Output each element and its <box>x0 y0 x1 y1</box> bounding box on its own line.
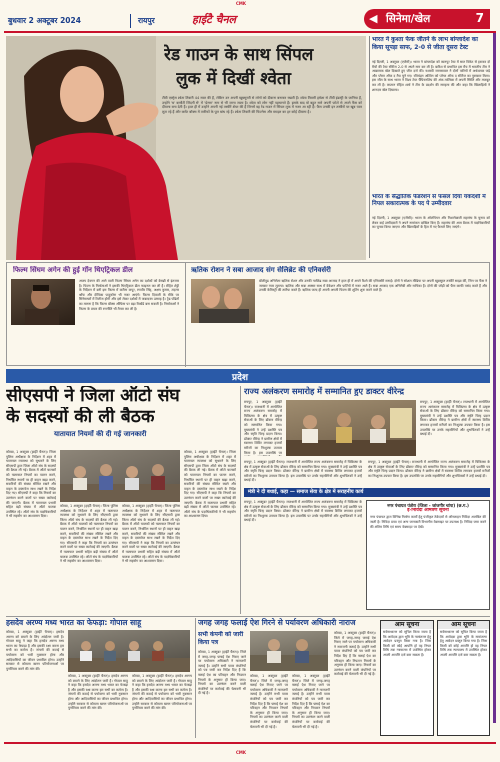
section-band <box>6 369 490 383</box>
main-body-col1: कोरबा, 1 अक्टूबर (हाईटै चैनल)। जिला पुलिस अधीक्षक के निर्देशन में शहर में यातायात व्यवस्था को सुधारने के लिए सीएसपी द्वारा जिला ऑटो संघ के सदस्यों की बैठक ली गई। बैठक में ऑटो चालकों को यातायात नियमों का पालन करने, निर्धारित स्थानों पर ही वाहन खड़ा करने, सवारियों की संख्या सीमित रखने और वाहन के दस्तावेज साथ रखने के निर्देश दिए गए। सीएसपी ने कहा कि नियमों का उल्लंघन करने वालों पर सख्त कार्रवाई की जाएगी। बैठक में यातायात प्रभारी सहित बड़ी संख्या में ऑटो चालक उपस्थित रहे। ऑटो संघ के पदाधिकारियों ने भी सहयोग का आश्वासन दिया। <box>6 450 56 519</box>
side-story <box>244 386 490 614</box>
print-registration-mark-top: CMK <box>236 1 247 6</box>
hrithik-body: बॉलीवुड अभिनेता ऋतिक रोशन और उनकी गर्लफ्रेंड सबा आजाद ने हाल ही में अपने रिश्ते की एनिवर्सरी मनाई। दोनों ने सोशल मीडिया पर अपनी खूबसूरत तस्वीरें साझा कीं, जिन पर फैंस ने जमकर प्यार लुटाया। ऋतिक और सबा अक्सर साथ में वेकेशन और पार्टियों में नजर आते हैं। सबा आजाद एक अभिनेत्री और गायिका हैं। दोनों की जोड़ी को फैंस काफी पसंद करते हैं और उनकी केमिस्ट्री की तारीफ करते हैं। ऋतिक जल्द ही अपनी अगली फिल्म की शूटिंग शुरू करने वाले हैं। <box>259 279 487 293</box>
middle-row <box>6 262 490 366</box>
public-notice-2 <box>437 620 490 736</box>
tender-title: नगर पंचायत पंतोरा (जिला - जांजगीर चांपा) (छ.ग.) <box>387 503 469 508</box>
right-second-headline: भारत के सैद्धांतिक फेडरेशन से फसल दिया यकदर्शी में निपल सकारात्मक के पद पे उम्मीदवार <box>372 194 486 208</box>
bottom-story1-col1: कोरबा, 1 अक्टूबर (हाईटै चैनल)। हसदेव अरण्य को बचाने के लिए आंदोलन जारी है। गोपाल साहू ने कहा कि हसदेव अरण्य मध्य भारत का फेफड़ा है और इसकी रक्षा करना हम सभी का कर्तव्य है। जंगलों की कटाई से पर्यावरण को भारी नुकसान होगा और आदिवासियों का जीवन प्रभावित होगा। उन्होंने सरकार से कोयला खनन परियोजनाओं पर पुनर्विचार करने की मांग की। <box>6 630 64 671</box>
hrithik-headline: ऋतिक रोशन ने सबा आजाद संग सेलिब्रेट की एनिवर्सरी <box>191 266 331 274</box>
bottom-story1-headline: हसदेव अरण्य मध्य भारत का फेफड़ा: गोपाल साहू <box>6 618 142 627</box>
section-band-label: प्रदेश <box>232 373 249 383</box>
side-body-col1: रायपुर, 1 अक्टूबर (हाईटै चैनल)। राजधानी में आयोजित राज्य अलंकरण समारोह में चिकित्सा के क्षेत्र में उत्कृष्ट सेवाओं के लिए डॉक्टर वीरेन्द्र को सम्मानित किया गया। मुख्यमंत्री ने उन्हें प्रशस्ति पत्र और स्मृति चिन्ह प्रदान किया। डॉक्टर वीरेन्द्र ने ग्रामीण क्षेत्रों में स्वास्थ्य शिविर लगाकर हजारों मरीजों का निःशुल्क उपचार किया है। इस उपलब्धि पर <box>244 400 282 455</box>
side-photo <box>286 400 416 456</box>
lead-body: टीवी एक्ट्रेस श्वेता तिवारी 44 साल की हैं, लेकिन उन अपनी खूबसूरती से लोगों को दीवाना बनाकर रखती हैं। श्वेता तिवारी हमेशा से टीवी इंडस्ट्री के जानिया हैं, उन्होंने 'ब' कसौटी जिंदगी से' में 'प्रेरणा' नाम से भी जाना जाता है। श्वेता को लोग नहीं पहचानते हैं। इसके बाद वो बहुत सारे अपनी फोटो से अपने फैंस को दीवाना बना देती हैं। हाल ही में उन्होंने अपनी नई तस्वीरें शेयर की हैं जिनमें वह रेड गाउन में सिंपल लुक में नजर आ रही हैं। फैंस उनकी इन तस्वीरों पर खूब प्यार लुटा रहे हैं और कमेंट बॉक्स में तारीफों के पुल बांध रहे हैं। श्वेता तिवारी की फिटनेस और स्टाइल का हर कोई दीवाना है। <box>162 96 362 115</box>
notice2-title: आम सूचना <box>438 621 489 629</box>
bottom-story2-headline: जगह जगह फलाई ऐश गिरने से पर्यावरण अधिकारी नाराज <box>198 618 356 627</box>
bottom-story2-subhead: सभी कंपनी को जारी किया पत्र <box>198 631 244 646</box>
lead-headline-line1: रेड गाउन के साथ सिंपल <box>164 45 314 65</box>
bottom-story1-col3: कोरबा, 1 अक्टूबर (हाईटै चैनल)। हसदेव अरण्य को बचाने के लिए आंदोलन जारी है। गोपाल साहू ने कहा कि हसदेव अरण्य मध्य भारत का फेफड़ा है और इसकी रक्षा करना हम सभी का कर्तव्य है। जंगलों की कटाई से पर्यावरण को भारी नुकसान होगा और आदिवासियों का जीवन प्रभावित होगा। उन्होंने सरकार से कोयला खनन परियोजनाओं पर पुनर्विचार करने की मांग की। <box>132 674 192 711</box>
masthead <box>4 7 496 33</box>
side-body-col2: रायपुर, 1 अक्टूबर (हाईटै चैनल)। राजधानी में आयोजित राज्य अलंकरण समारोह में चिकित्सा के क्षेत्र में उत्कृष्ट सेवाओं के लिए डॉक्टर वीरेन्द्र को सम्मानित किया गया। मुख्यमंत्री ने उन्हें प्रशस्ति पत्र और स्मृति चिन्ह प्रदान किया। डॉक्टर वीरेन्द्र ने ग्रामीण क्षेत्रों में स्वास्थ्य शिविर लगाकर हजारों मरीजों का निःशुल्क उपचार किया है। इस उपलब्धि पर उनके सहयोगियों और शुभचिंतकों ने उन्हें बधाई दी। <box>420 400 490 437</box>
masthead-city: रायपुर <box>138 16 155 25</box>
lead-headline-line2: लुक में दिखीं श्वेता <box>176 69 292 89</box>
singham-headline: फिल्म सिंघम अगेन की हुई गॉन थिएट्रिकल डील <box>13 266 133 274</box>
tender-subtitle: ई-निविदा आमंत्रण सूचना <box>407 508 449 514</box>
side-headline: राज्य अलंकरण समारोह में सम्मानित हुए डाक्टर वीरेन्द्र <box>244 386 405 396</box>
right-column <box>372 36 490 258</box>
side-banner-text: मंत्री ने दी बधाई, कहा — समाज सेवा के क्षेत्र में सराहनीय कार्य <box>248 489 364 495</box>
bottom-story2-col1: कोरबा, 1 अक्टूबर (हाईटै चैनल)। जिले में जगह-जगह फ्लाई ऐश गिराए जाने पर पर्यावरण अधिकारी ने नाराजगी जताई है। उन्होंने सभी पावर कंपनियों को पत्र जारी कर निर्देश दिए हैं कि फ्लाई ऐश का परिवहन और निपटान नियमों के अनुसार ही किया जाए। नियमों का उल्लंघन करने वाली कंपनियों पर कार्रवाई की चेतावनी भी दी गई है। <box>198 650 246 696</box>
masthead-divider <box>130 14 131 28</box>
main-body-col3: कोरबा, 1 अक्टूबर (हाईटै चैनल)। जिला पुलिस अधीक्षक के निर्देशन में शहर में यातायात व्यवस्था को सुधारने के लिए सीएसपी द्वारा जिला ऑटो संघ के सदस्यों की बैठक ली गई। बैठक में ऑटो चालकों को यातायात नियमों का पालन करने, निर्धारित स्थानों पर ही वाहन खड़ा करने, सवारियों की संख्या सीमित रखने और वाहन के दस्तावेज साथ रखने के निर्देश दिए गए। सीएसपी ने कहा कि नियमों का उल्लंघन करने वालों पर सख्त कार्रवाई की जाएगी। बैठक में यातायात प्रभारी सहित बड़ी संख्या में ऑटो चालक उपस्थित रहे। ऑटो संघ के पदाधिकारियों ने भी सहयोग का आश्वासन दिया। <box>122 504 180 564</box>
public-notice-1 <box>380 620 434 736</box>
masthead-brand: हाईटै चैनल <box>192 13 237 26</box>
tender-notice <box>366 500 490 610</box>
bottom-story2-col2: कोरबा, 1 अक्टूबर (हाईटै चैनल)। जिले में जगह-जगह फ्लाई ऐश गिराए जाने पर पर्यावरण अधिकारी ने नाराजगी जताई है। उन्होंने सभी पावर कंपनियों को पत्र जारी कर निर्देश दिए हैं कि फ्लाई ऐश का परिवहन और निपटान नियमों के अनुसार ही किया जाए। नियमों का उल्लंघन करने वाली कंपनियों पर कार्रवाई की चेतावनी भी दी गई है। <box>250 674 288 729</box>
main-subhead: यातायात नियमों की दी गई जानकारी <box>54 430 147 438</box>
side-banner <box>244 488 490 497</box>
print-registration-mark-bottom: CMK <box>236 750 247 755</box>
notice2-body: सर्वसाधारण को सूचित किया जाता है कि आवेदक द्वारा भूमि के नामांतरण हेतु आवेदन प्रस्तुत किया गया है। जिस किसी को कोई आपत्ति हो वह नियत तिथि तक न्यायालय में उपस्थित होकर अपनी आपत्ति दर्ज करा सकता है। <box>440 630 487 657</box>
bottom-story-2 <box>198 618 376 738</box>
side-body-col5: रायपुर, 1 अक्टूबर (हाईटै चैनल)। राजधानी में आयोजित राज्य अलंकरण समारोह में चिकित्सा के क्षेत्र में उत्कृष्ट सेवाओं के लिए डॉक्टर वीरेन्द्र को सम्मानित किया गया। मुख्यमंत्री ने उन्हें प्रशस्ति पत्र और स्मृति चिन्ह प्रदान किया। डॉक्टर वीरेन्द्र ने ग्रामीण क्षेत्रों में स्वास्थ्य शिविर लगाकर हजारों मरीजों का निःशुल्क उपचार किया है। इस उपलब्धि पर उनके सहयोगियों और शुभचिंतकों ने उन्हें बधाई दी। <box>244 500 362 523</box>
section-arrow-icon: ◀ <box>369 12 378 25</box>
bottom-story1-photo <box>68 630 190 672</box>
bottom-story2-col3: कोरबा, 1 अक्टूबर (हाईटै चैनल)। जिले में जगह-जगह फ्लाई ऐश गिराए जाने पर पर्यावरण अधिकारी ने नाराजगी जताई है। उन्होंने सभी पावर कंपनियों को पत्र जारी कर निर्देश दिए हैं कि फ्लाई ऐश का परिवहन और निपटान नियमों के अनुसार ही किया जाए। नियमों का उल्लंघन करने वाली कंपनियों पर कार्रवाई की चेतावनी भी दी गई है। <box>292 674 330 729</box>
bottom-story2-col4: कोरबा, 1 अक्टूबर (हाईटै चैनल)। जिले में जगह-जगह फ्लाई ऐश गिराए जाने पर पर्यावरण अधिकारी ने नाराजगी जताई है। उन्होंने सभी पावर कंपनियों को पत्र जारी कर निर्देश दिए हैं कि फ्लाई ऐश का परिवहन और निपटान नियमों के अनुसार ही किया जाए। नियमों का उल्लंघन करने वाली कंपनियों पर कार्रवाई की चेतावनी भी दी गई है। <box>334 631 376 677</box>
main-body-col4: कोरबा, 1 अक्टूबर (हाईटै चैनल)। जिला पुलिस अधीक्षक के निर्देशन में शहर में यातायात व्यवस्था को सुधारने के लिए सीएसपी द्वारा जिला ऑटो संघ के सदस्यों की बैठक ली गई। बैठक में ऑटो चालकों को यातायात नियमों का पालन करने, निर्धारित स्थानों पर ही वाहन खड़ा करने, सवारियों की संख्या सीमित रखने और वाहन के दस्तावेज साथ रखने के निर्देश दिए गए। सीएसपी ने कहा कि नियमों का उल्लंघन करने वालों पर सख्त कार्रवाई की जाएगी। बैठक में यातायात प्रभारी सहित बड़ी संख्या में ऑटो चालक उपस्थित रहे। ऑटो संघ के पदाधिकारियों ने भी सहयोग का आश्वासन दिया। <box>184 450 236 519</box>
masthead-date: बुधवार 2 अक्टूबर 2024 <box>8 16 81 25</box>
right-top-body: नई दिल्ली, 1 अक्टूबर (एजेंसी)। भारत ने बांग्लादेश को कानपुर टेस्ट में सात विकेट से हराकर दो मैचों की टेस्ट सीरीज 2-0 से अपने नाम कर ली है। बारिश से प्रभावित इस मैच में भारतीय टीम ने आक्रामक खेल दिखाते हुए जीत दर्ज की। यशस्वी जायसवाल ने दोनों पारियों में अर्धशतक जड़े और प्लेयर ऑफ द मैच चुने गए। रविचंद्रन अश्विन को प्लेयर ऑफ द सीरीज का पुरस्कार मिला। इस जीत के साथ भारत ने विश्व टेस्ट चैंपियनशिप की अंक तालिका में अपनी स्थिति और मजबूत कर ली है। कप्तान रोहित शर्मा ने टीम के प्रदर्शन की सराहना की और कहा कि खिलाड़ियों ने शानदार खेल दिखाया। <box>372 60 490 92</box>
main-headline-line2: के सदस्यों की ली बैठक <box>6 407 155 427</box>
right-second-body: नई दिल्ली, 1 अक्टूबर (एजेंसी)। भारत के ओलंपियन और निशानेबाजी महासंघ के चुनाव को लेकर कई उम्मीदवारों ने अपने नामांकन दाखिल किए हैं। महासंघ की आम बैठक में पदाधिकारियों का चुनाव किया जाएगा और खिलाड़ियों के हित में नए फैसले लिए जाएंगे। <box>372 216 490 230</box>
section-label: सिनेमा/खेल <box>386 13 431 25</box>
bottom-story-1 <box>6 618 192 738</box>
main-story <box>6 386 236 614</box>
section-tab <box>364 9 490 29</box>
hrithik-photo <box>191 279 255 323</box>
notice1-body: सर्वसाधारण को सूचित किया जाता है कि आवेदक द्वारा भूमि के नामांतरण हेतु आवेदन प्रस्तुत किया गया है। जिस किसी को कोई आपत्ति हो वह नियत तिथि तक न्यायालय में उपस्थित होकर अपनी आपत्ति दर्ज करा सकता है। <box>383 630 431 657</box>
side-body-col4: रायपुर, 1 अक्टूबर (हाईटै चैनल)। राजधानी में आयोजित राज्य अलंकरण समारोह में चिकित्सा के क्षेत्र में उत्कृष्ट सेवाओं के लिए डॉक्टर वीरेन्द्र को सम्मानित किया गया। मुख्यमंत्री ने उन्हें प्रशस्ति पत्र और स्मृति चिन्ह प्रदान किया। डॉक्टर वीरेन्द्र ने ग्रामीण क्षेत्रों में स्वास्थ्य शिविर लगाकर हजारों मरीजों का निःशुल्क उपचार किया है। इस उपलब्धि पर उनके सहयोगियों और शुभचिंतकों ने उन्हें बधाई दी। <box>368 460 490 478</box>
side-body-col3: रायपुर, 1 अक्टूबर (हाईटै चैनल)। राजधानी में आयोजित राज्य अलंकरण समारोह में चिकित्सा के क्षेत्र में उत्कृष्ट सेवाओं के लिए डॉक्टर वीरेन्द्र को सम्मानित किया गया। मुख्यमंत्री ने उन्हें प्रशस्ति पत्र और स्मृति चिन्ह प्रदान किया। डॉक्टर वीरेन्द्र ने ग्रामीण क्षेत्रों में स्वास्थ्य शिविर लगाकर हजारों मरीजों का निःशुल्क उपचार किया है। इस उपलब्धि पर उनके सहयोगियों और शुभचिंतकों ने उन्हें बधाई दी। <box>244 460 362 483</box>
bottom-story1-col2: कोरबा, 1 अक्टूबर (हाईटै चैनल)। हसदेव अरण्य को बचाने के लिए आंदोलन जारी है। गोपाल साहू ने कहा कि हसदेव अरण्य मध्य भारत का फेफड़ा है और इसकी रक्षा करना हम सभी का कर्तव्य है। जंगलों की कटाई से पर्यावरण को भारी नुकसान होगा और आदिवासियों का जीवन प्रभावित होगा। उन्होंने सरकार से कोयला खनन परियोजनाओं पर पुनर्विचार करने की मांग की। <box>68 674 128 711</box>
singham-body: अजय देवगन की आने वाली फिल्म सिंघम अगेन का दर्शकों को बेसब्री से इंतजार है। फिल्म के निर्माताओं ने इसकी थिएट्रिकल डील फाइनल कर ली है। रोहित शेट्टी के निर्देशन में बनी इस फिल्म में करीना कपूर, रणवीर सिंह, अक्षय कुमार, टाइगर श्रॉफ और दीपिका पादुकोण भी नजर आएंगे। फिल्म दिवाली के मौके पर सिनेमाघरों में रिलीज होगी और इसे लेकर दर्शकों में जबरदस्त उत्साह है। ट्रेड पंडितों का मानना है कि फिल्म बॉक्स ऑफिस पर बड़ा रिकॉर्ड बना सकती है। निर्माताओं ने फिल्म के प्रचार की रणनीति भी तैयार कर ली है। <box>79 279 179 311</box>
page-number: 7 <box>475 11 484 25</box>
bottom-story2-photo <box>250 631 328 671</box>
right-top-headline: भारत ने कुश्ता फेक जीतने के लाभ बांग्लादेश का किया सूपड़ा साफ, 2-0 से जीता दूसरा टेस्ट <box>372 36 478 51</box>
main-photo <box>60 450 180 502</box>
singham-photo <box>11 279 75 325</box>
main-headline-line1: सीएसपी ने जिला ऑटो संघ <box>6 386 180 406</box>
notice1-title: आम सूचना <box>381 621 433 629</box>
page-frame-right <box>493 33 496 723</box>
main-body-col2: कोरबा, 1 अक्टूबर (हाईटै चैनल)। जिला पुलिस अधीक्षक के निर्देशन में शहर में यातायात व्यवस्था को सुधारने के लिए सीएसपी द्वारा जिला ऑटो संघ के सदस्यों की बैठक ली गई। बैठक में ऑटो चालकों को यातायात नियमों का पालन करने, निर्धारित स्थानों पर ही वाहन खड़ा करने, सवारियों की संख्या सीमित रखने और वाहन के दस्तावेज साथ रखने के निर्देश दिए गए। सीएसपी ने कहा कि नियमों का उल्लंघन करने वालों पर सख्त कार्रवाई की जाएगी। बैठक में यातायात प्रभारी सहित बड़ी संख्या में ऑटो चालक उपस्थित रहे। ऑटो संघ के पदाधिकारियों ने भी सहयोग का आश्वासन दिया। <box>60 504 118 564</box>
tender-body: नगर पंचायत द्वारा विभिन्न निर्माण कार्यों हेतु पंजीकृत ठेकेदारों से ऑनलाइन निविदा आमंत्रित की जाती है। निविदा प्रपत्र एवं अन्य जानकारी विभागीय वेबसाइट पर उपलब्ध है। निविदा जमा करने की अंतिम तिथि एवं समय वेबसाइट पर देखें। <box>370 515 486 529</box>
lead-photo <box>6 36 366 260</box>
